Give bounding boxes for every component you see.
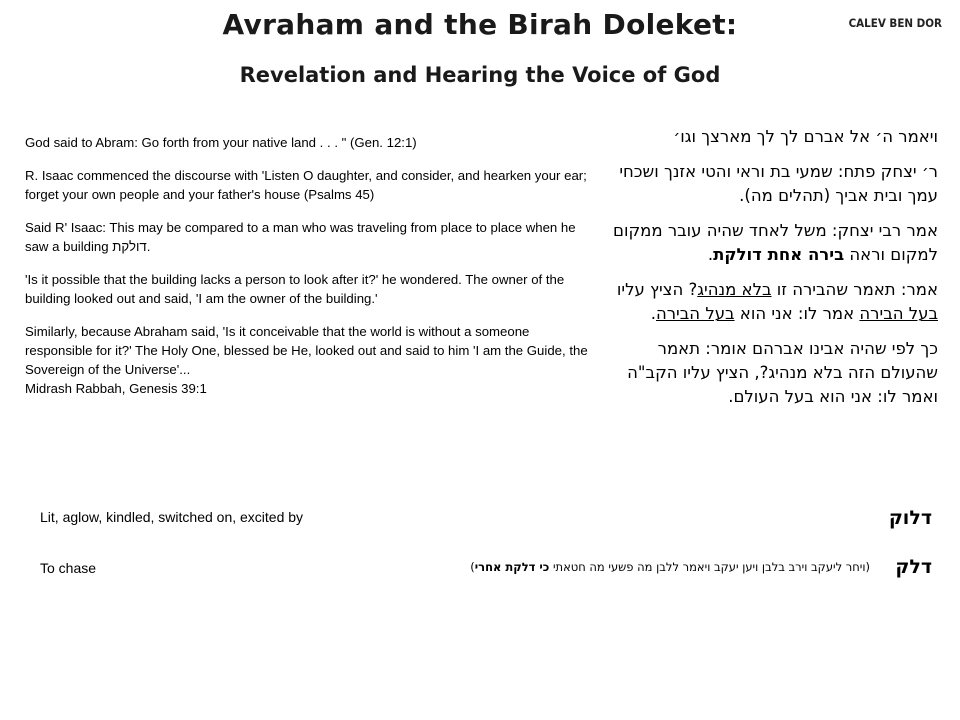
definition-hebrew-dalak: דלק — [895, 556, 932, 578]
author-name: CALEV BEN DOR — [848, 16, 942, 30]
hebrew-text — [608, 125, 938, 420]
hebrew-owner-term-2: בעל הבירה — [655, 304, 735, 323]
hebrew-paragraph-owner — [608, 278, 938, 326]
english-translation — [25, 133, 595, 398]
hebrew-paragraph-abraham: כך לפי שהיה אבינו אברהם אומר: תאמר שהעולם הזה בלא מנהיג?, הציץ עליו הקב"ה ואמר לו: אני הוא בעל העולם. — [627, 339, 938, 406]
hebrew-verse: ויאמר ה׳ אל אברם לך לך מארצך וגו׳ — [673, 127, 938, 146]
page-title: Avraham and the Birah Doleket: — [222, 8, 738, 41]
hebrew-owner-text-4: . — [650, 304, 656, 323]
hebrew-parable-end: . — [707, 245, 714, 264]
verse-key-phrase: כי דלקת אחרי — [474, 560, 550, 574]
hebrew-owner-text-3: אמר לו: אני הוא — [734, 304, 860, 323]
hebrew-paragraph-isaac-discourse: ר׳ יצחק פתח: שמעי בת וראי והטי אזנך ושכחי עמך ובית אביך (תהלים מה). — [619, 162, 938, 205]
definition-hebrew-dalUk: דלוק — [888, 507, 932, 529]
page-subtitle: Revelation and Hearing the Voice of God — [239, 63, 721, 87]
definition-english-lit: Lit, aglow, kindled, switched on, excited by — [40, 509, 304, 525]
english-paragraph-parable: Said R' Isaac: This may be compared to a man who was traveling from place to place when he saw a building דולקת. — [25, 220, 576, 254]
hebrew-owner-text-1: אמר: תאמר שהבירה זו — [771, 280, 938, 299]
verse-text: (ויחר ליעקב וירב בלבן ויען יעקב ויאמר ללבן מה פשעי מה חטאתי — [549, 560, 870, 574]
definition-hebrew-verse — [470, 560, 870, 574]
hebrew-parable-text: אמר רבי יצחק: משל לאחד שהיה עובר ממקום למקום וראה — [613, 221, 938, 264]
english-paragraph-isaac-discourse: R. Isaac commenced the discourse with 'Listen O daughter, and consider, and hearken your ear; forget your own people and your father's house (Psalms 45) — [25, 168, 587, 202]
verse-close: ) — [470, 560, 475, 574]
english-verse: God said to Abram: Go forth from your native land . . . " (Gen. 12:1) — [25, 135, 417, 150]
english-paragraph-abraham: Similarly, because Abraham said, 'Is it conceivable that the world is without a someone responsible for it?' The Holy One, blessed be He, looked out and said to him 'I am the Guide, the Sovereign of the Universe'... — [25, 324, 588, 377]
hebrew-birah-doleket: בירה אחת דולקת — [713, 245, 845, 264]
hebrew-paragraph-parable — [608, 219, 938, 267]
english-source: Midrash Rabbah, Genesis 39:1 — [25, 381, 207, 396]
english-paragraph-owner: 'Is it possible that the building lacks a person to look after it?' he wondered. The owner of the building looked out and said, 'I am the owner of the building.' — [25, 272, 565, 306]
hebrew-owner-term-1: בעל הבירה — [859, 304, 938, 323]
hebrew-without-guide: בלא מנהיג — [697, 280, 772, 299]
definition-english-chase: To chase — [40, 560, 97, 576]
hebrew-owner-text-2: ? הציץ עליו — [616, 280, 698, 299]
